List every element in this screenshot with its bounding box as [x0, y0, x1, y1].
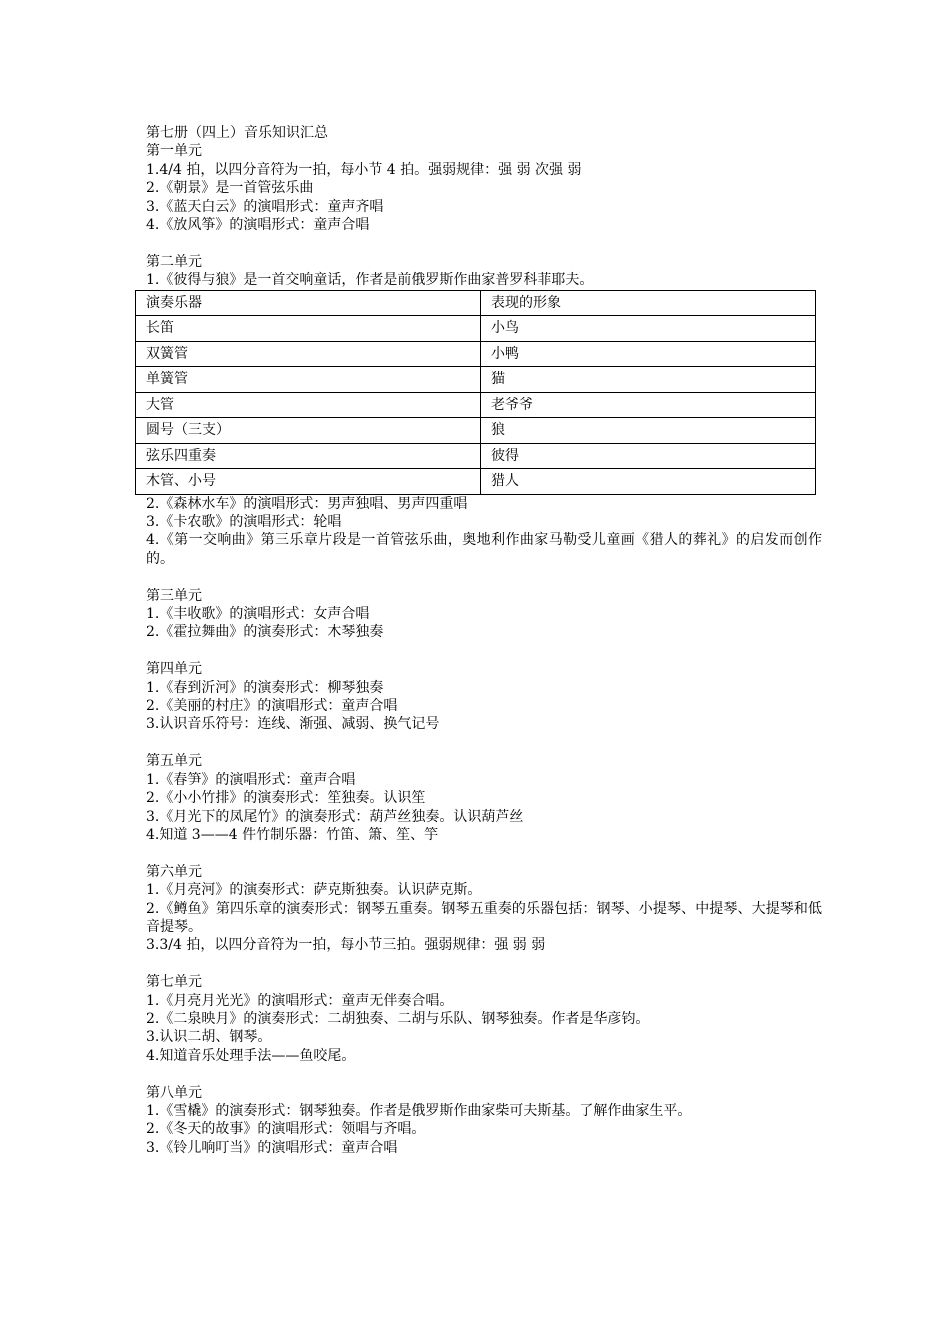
unit-3-section	[146, 587, 822, 642]
unit-item: 1.《月亮月光光》的演唱形式：童声无伴奏合唱。	[146, 992, 454, 1009]
unit-item: 2.《森林水车》的演唱形式：男声独唱、男声四重唱	[146, 495, 468, 512]
table-row	[136, 316, 816, 342]
unit-item: 2.《霍拉舞曲》的演奏形式：木琴独奏	[146, 624, 384, 641]
blank-line	[146, 1065, 822, 1083]
unit-heading: 第五单元	[146, 753, 202, 770]
unit-item: 2.《朝景》是一首管弦乐曲	[146, 180, 314, 197]
unit-item: 3.3/4 拍，以四分音符为一拍，每小节三拍。强弱规律：强 弱 弱	[146, 937, 546, 954]
table-cell: 双簧管	[136, 341, 481, 367]
unit-heading: 第一单元	[146, 143, 202, 160]
unit-heading: 第七单元	[146, 974, 202, 991]
unit-item: 1.《彼得与狼》是一首交响童话，作者是前俄罗斯作曲家普罗科菲耶夫。	[146, 272, 594, 289]
unit-item: 1.《月亮河》的演奏形式：萨克斯独奏。认识萨克斯。	[146, 882, 482, 899]
table-cell: 小鸭	[481, 341, 816, 367]
table-header-cell: 演奏乐器	[136, 290, 481, 316]
unit-item: 2.《二泉映月》的演奏形式：二胡独奏、二胡与乐队、钢琴独奏。作者是华彦钧。	[146, 1010, 650, 1027]
table-header-cell: 表现的形象	[481, 290, 816, 316]
unit-8-section	[146, 1084, 822, 1158]
unit-5-section	[146, 752, 822, 844]
unit-item: 1.《春笋》的演唱形式：童声合唱	[146, 771, 356, 788]
table-cell: 木管、小号	[136, 469, 481, 495]
unit-item: 2.《美丽的村庄》的演唱形式：童声合唱	[146, 698, 398, 715]
table-cell: 长笛	[136, 316, 481, 342]
table-row	[136, 418, 816, 444]
unit-item: 2.《小小竹排》的演奏形式：笙独奏。认识笙	[146, 790, 426, 807]
table-cell: 狼	[481, 418, 816, 444]
unit-item: 1.《丰收歌》的演唱形式：女声合唱	[146, 606, 370, 623]
table-row	[136, 469, 816, 495]
unit-heading: 第三单元	[146, 587, 202, 604]
unit-item: 4.知道 3——4 件竹制乐器：竹笛、箫、笙、竽	[146, 826, 439, 843]
table-cell: 弦乐四重奏	[136, 443, 481, 469]
unit-item: 3.认识二胡、钢琴。	[146, 1029, 272, 1046]
unit-item: 3.《蓝天白云》的演唱形式：童声齐唱	[146, 198, 384, 215]
instrument-character-table	[135, 290, 816, 495]
document-page	[146, 124, 822, 1157]
unit-item: 3.认识音乐符号：连线、渐强、减弱、换气记号	[146, 716, 440, 733]
unit-item: 3.《卡农歌》的演唱形式：轮唱	[146, 514, 342, 531]
unit-heading: 第二单元	[146, 253, 202, 270]
table-cell: 猫	[481, 367, 816, 393]
blank-line	[146, 734, 822, 752]
table-cell: 猎人	[481, 469, 816, 495]
blank-line	[146, 568, 822, 586]
table-header-row	[136, 290, 816, 316]
table-cell: 单簧管	[136, 367, 481, 393]
table-row	[136, 341, 816, 367]
unit-7-section	[146, 973, 822, 1065]
unit-item: 4.《放风筝》的演唱形式：童声合唱	[146, 217, 370, 234]
unit-item: 4.《第一交响曲》第三乐章片段是一首管弦乐曲，奥地利作曲家马勒受儿童画《猎人的葬礼》的启发而创作的。	[146, 532, 822, 567]
table-row	[136, 443, 816, 469]
unit-item: 1.《春到沂河》的演奏形式：柳琴独奏	[146, 679, 384, 696]
unit-item: 4.知道音乐处理手法——鱼咬尾。	[146, 1047, 356, 1064]
blank-line	[146, 844, 822, 862]
unit-item: 3.《铃儿响叮当》的演唱形式：童声合唱	[146, 1139, 398, 1156]
unit-6-section	[146, 863, 822, 955]
unit-1-section	[146, 142, 822, 234]
unit-item: 1.《雪橇》的演奏形式：钢琴独奏。作者是俄罗斯作曲家柴可夫斯基。了解作曲家生平。	[146, 1102, 692, 1119]
table-cell: 老爷爷	[481, 392, 816, 418]
table-cell: 小鸟	[481, 316, 816, 342]
unit-heading: 第四单元	[146, 661, 202, 678]
blank-line	[146, 234, 822, 252]
unit-item: 2.《冬天的故事》的演唱形式：领唱与齐唱。	[146, 1121, 426, 1138]
document-title: 第七册（四上）音乐知识汇总	[146, 125, 328, 141]
unit-heading: 第八单元	[146, 1084, 202, 1101]
unit-heading: 第六单元	[146, 863, 202, 880]
table-cell: 大管	[136, 392, 481, 418]
unit-item: 3.《月光下的凤尾竹》的演奏形式：葫芦丝独奏。认识葫芦丝	[146, 808, 524, 825]
blank-line	[146, 642, 822, 660]
unit-item: 1.4/4 拍，以四分音符为一拍，每小节 4 拍。强弱规律：强 弱 次强 弱	[146, 161, 582, 178]
table-cell: 彼得	[481, 443, 816, 469]
unit-4-section	[146, 660, 822, 734]
blank-line	[146, 955, 822, 973]
unit-2-section	[146, 253, 822, 568]
table-row	[136, 392, 816, 418]
unit-item: 2.《鳟鱼》第四乐章的演奏形式：钢琴五重奏。钢琴五重奏的乐器包括：钢琴、小提琴、中提琴、大提琴和低音提琴。	[146, 900, 822, 935]
table-cell: 圆号（三支）	[136, 418, 481, 444]
table-row	[136, 367, 816, 393]
